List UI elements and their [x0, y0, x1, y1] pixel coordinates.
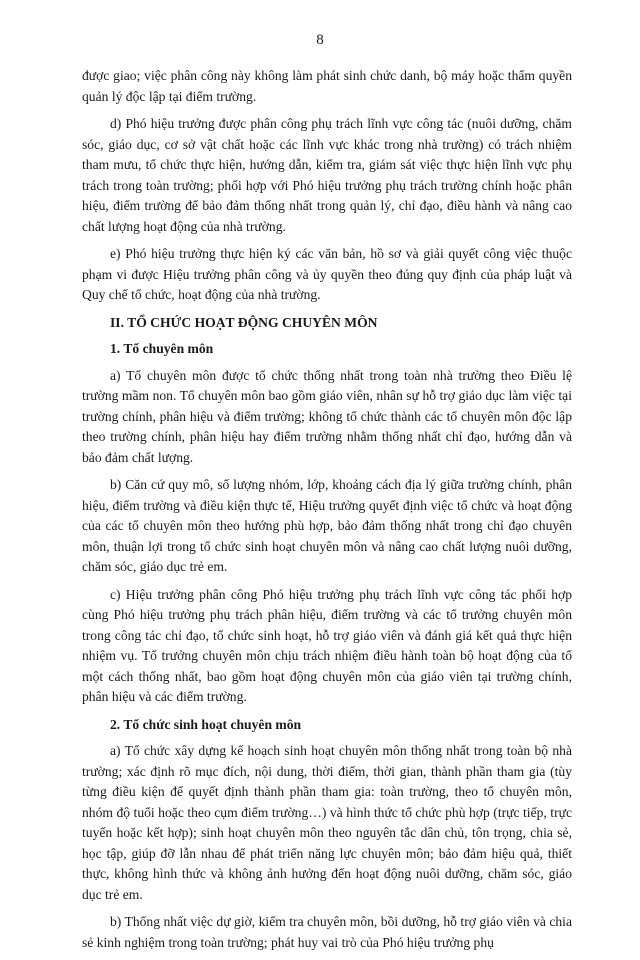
page-number: 8	[316, 32, 324, 48]
paragraph-d: d) Phó hiệu trưởng được phân công phụ trách lĩnh vực công tác (nuôi dưỡng, chăm sóc, giáo dục, cơ sở vật chất hoặc các lĩnh vực khác trong nhà trường) có trách nhiệm tham mưu, tổ chức thực hiện, hướng dẫn, kiểm tra, giám sát việc thực hiện lĩnh vực phụ trách trong toàn trường; phối hợp với Phó hiệu trưởng phụ trách trường chính hoặc phân hiệu, điểm trường để bảo đảm thống nhất trong quản lý, chỉ đạo, điều hành và nâng cao chất lượng hoạt động của nhà trường.	[82, 116, 572, 234]
subsection-1-paragraph-c: c) Hiệu trưởng phân công Phó hiệu trưởng phụ trách lĩnh vực công tác phối hợp cùng Phó hiệu trưởng phụ trách phân hiệu, điểm trường và các tổ trưởng chuyên môn trong công tác chỉ đạo, tổ chức sinh hoạt, hỗ trợ giáo viên và đánh giá kết quả thực hiện nhiệm vụ. Tổ trưởng chuyên môn chịu trách nhiệm điều hành toàn bộ hoạt động của tổ một cách thống nhất, bao gồm hoạt động chuyên môn của giáo viên tại trường chính, phân hiệu và các điểm trường.	[82, 586, 572, 704]
subsection-1-title: 1. Tổ chuyên môn	[110, 341, 214, 356]
paragraph-e: e) Phó hiệu trưởng thực hiện ký các văn bản, hồ sơ và giải quyết công việc thuộc phạm vi được Hiệu trưởng phân công và ủy quyền theo đúng quy định của pháp luật và Quy chế tổ chức, hoạt động của nhà trường.	[82, 246, 572, 302]
subsection-2-title: 2. Tổ chức sinh hoạt chuyên môn	[110, 716, 302, 732]
subsection-2-paragraph-b: b) Thống nhất việc dự giờ, kiểm tra chuyên môn, bồi dưỡng, hỗ trợ giáo viên và chia sẻ kinh nghiệm trong toàn trường; phát huy vai trò của Phó hiệu trưởng phụ	[82, 914, 572, 950]
subsection-2-paragraph-a: a) Tổ chức xây dựng kế hoạch sinh hoạt chuyên môn thống nhất trong toàn bộ nhà trường; xác định rõ mục đích, nội dung, thời điểm, thời gian, thành phần tham gia (tùy từng điều kiện để quyết định thành phần tham gia: toàn trường, theo tổ chuyên môn, nhóm độ tuổi hoặc theo cụm điểm trường…) và hình thức tổ chức phù hợp (trực tiếp, trực tuyến hoặc kết hợp); sinh hoạt chuyên môn theo nguyên tắc dân chủ, tôn trọng, chia sẻ, học tập, giúp đỡ lẫn nhau để phát triển năng lực chuyên môn; bảo đảm hiệu quả, thiết thực, không hình thức và không ảnh hưởng đến hoạt động nuôi dưỡng, chăm sóc, giáo dục trẻ em.	[82, 743, 572, 902]
subsection-1-paragraph-a: a) Tổ chuyên môn được tổ chức thống nhất trong toàn nhà trường theo Điều lệ trường mầm non. Tổ chuyên môn bao gồm giáo viên, nhân sự hỗ trợ giáo dục làm việc tại trường chính, phân hiệu và điểm trường; không tổ chức thành các tổ chuyên môn độc lập theo trường chính, phân hiệu hay điểm trường nhằm thống nhất chỉ đạo, hướng dẫn và bảo đảm chất lượng.	[82, 367, 572, 465]
subsection-1-paragraph-b: b) Căn cứ quy mô, số lượng nhóm, lớp, khoảng cách địa lý giữa trường chính, phân hiệu, điểm trường và điều kiện thực tế, Hiệu trưởng quyết định việc tổ chức và hoạt động của các tổ chuyên môn theo hướng phù hợp, bảo đảm thống nhất trong chỉ đạo chuyên môn, thuận lợi trong tổ chức sinh hoạt chuyên môn và nâng cao chất lượng nuôi dưỡng, chăm sóc, giáo dục trẻ em.	[82, 477, 572, 574]
document-body	[82, 66, 572, 960]
section-title: II. TỔ CHỨC HOẠT ĐỘNG CHUYÊN MÔN	[110, 314, 378, 330]
paragraph-continuation: được giao; việc phân công này không làm phát sinh chức danh, bộ máy hoặc thẩm quyền quản lý độc lập tại điểm trường.	[82, 68, 572, 104]
